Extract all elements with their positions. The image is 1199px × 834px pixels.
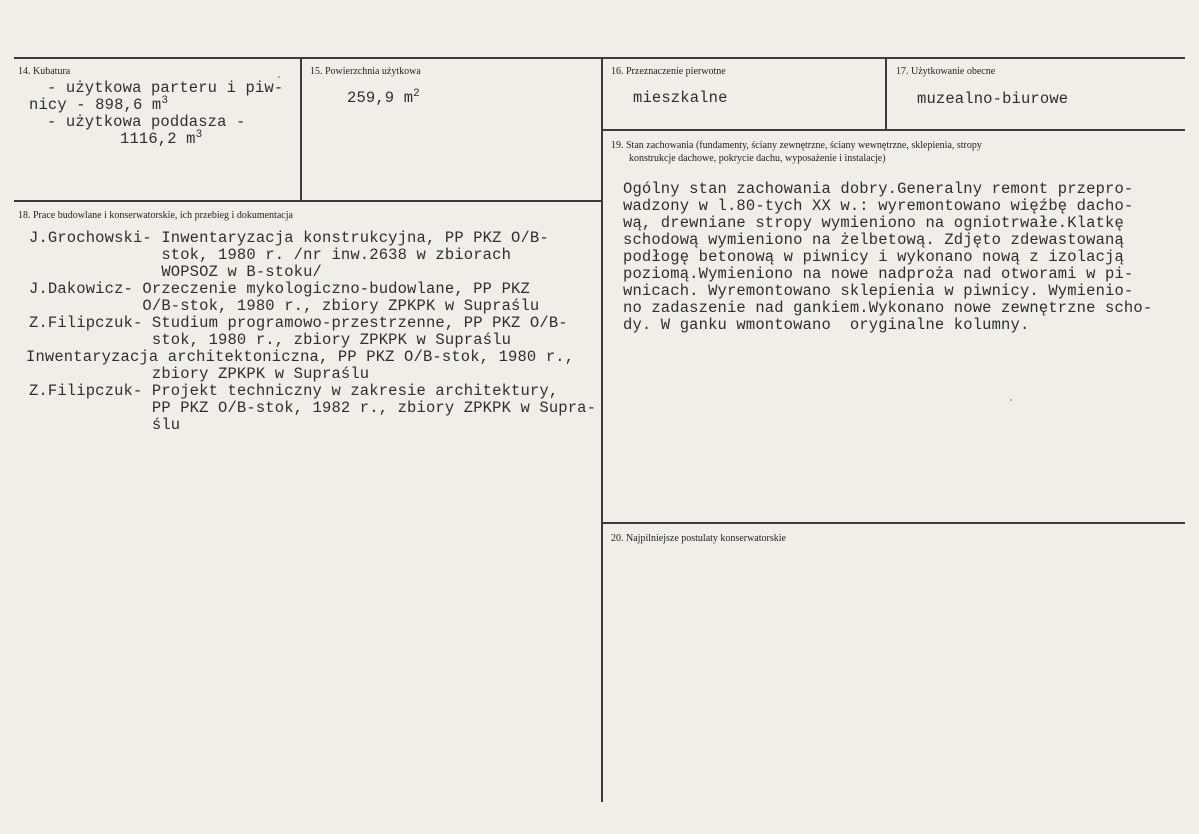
field-18-line: zbiory ZPKPK w Supraślu (29, 365, 370, 383)
field-14-line-1: - użytkowa parteru i piw- (47, 79, 284, 97)
field-15-value (347, 90, 420, 109)
speck (1010, 399, 1012, 401)
center-divider (601, 57, 603, 802)
field-18-line: WOPSOZ w B-stoku/ (29, 263, 322, 281)
field-14-line-4 (120, 131, 202, 150)
divider-16-17 (885, 57, 887, 131)
field-14-label: 14. Kubatura (18, 66, 71, 77)
field-14-line-2-text: nicy - 898,6 m (29, 96, 162, 114)
field-19-line: schodową wymieniono na żelbetową. Zdjęto zdewastowaną (623, 231, 1124, 249)
field-19-line: wadzony w l.80-tych XX w.: wyremontowano więźbę dacho- (623, 197, 1134, 215)
field-15-label: 15. Powierzchnia użytkowa (310, 66, 421, 77)
field-17-value: muzealno-biurowe (917, 90, 1069, 108)
field-18-line: J.Grochowski- Inwentaryzacja konstrukcyjna, PP PKZ O/B- (29, 229, 549, 247)
divider-14-15 (300, 57, 302, 202)
speck (278, 76, 280, 78)
field-19-line: dy. W ganku wmontowano oryginalne kolumny. (623, 316, 1030, 334)
field-19-line: wnicach. Wyremontowano sklepienia w piwnicy. Wymienio- (623, 282, 1134, 300)
field-16-value: mieszkalne (633, 89, 728, 107)
field-18-line: Z.Filipczuk- Projekt techniczny w zakresie architektury, (29, 382, 559, 400)
rule-below-16-17 (602, 129, 1185, 131)
field-19-line: podłogę betonową w piwnicy i wykonano nową z izolacją (623, 248, 1124, 266)
field-18-label: 18. Prace budowlane i konserwatorskie, ich przebieg i dokumentacja (18, 210, 293, 221)
field-17-label: 17. Użytkowanie obecne (896, 66, 996, 77)
field-18-line: O/B-stok, 1980 r., zbiory ZPKPK w Supraślu (29, 297, 540, 315)
field-19-line: no zadaszenie nad gankiem.Wykonano nowe zewnętrzne scho- (623, 299, 1153, 317)
field-20-label: 20. Najpilniejsze postulaty konserwatorskie (611, 533, 786, 544)
field-18-line: stok, 1980 r., zbiory ZPKPK w Supraślu (29, 331, 512, 349)
field-18-line: Z.Filipczuk- Studium programowo-przestrzenne, PP PKZ O/B- (29, 314, 568, 332)
rule-above-20 (602, 522, 1185, 524)
field-19-label-line-2: konstrukcje dachowe, pokrycie dachu, wyposażenie i instalacje) (629, 153, 886, 164)
field-19-line: poziomą.Wymieniono na nowe nadproża nad otworami w pi- (623, 265, 1134, 283)
field-14-line-3: - użytkowa poddasza - (47, 113, 246, 131)
rule-below-14-15 (14, 200, 602, 202)
field-18-line: PP PKZ O/B-stok, 1982 r., zbiory ZPKPK w Supra- (29, 399, 597, 417)
top-rule (14, 57, 1185, 59)
field-15-value-sup: 2 (413, 88, 420, 100)
field-14-line-4-sup: 3 (195, 129, 203, 141)
field-18-line: stok, 1980 r. /nr inw.2638 w zbiorach (29, 246, 512, 264)
field-16-label: 16. Przeznaczenie pierwotne (611, 66, 726, 77)
field-15-value-text: 259,9 m (347, 89, 414, 107)
field-19-line: wą, drewniane stropy wymieniono na ogniotrwałe.Klatkę (623, 214, 1124, 232)
field-14-line-4-text: 1116,2 m (120, 130, 196, 148)
field-19-label-line-1: 19. Stan zachowania (fundamenty, ściany zewnętrzne, ściany wewnętrzne, sklepienia, stropy (611, 140, 982, 151)
field-14-line-2-sup: 3 (161, 95, 169, 107)
field-18-line: Inwentaryzacja architektoniczna, PP PKZ O/B-stok, 1980 r., (26, 348, 575, 366)
field-19-line: Ogólny stan zachowania dobry.Generalny remont przepro- (623, 180, 1134, 198)
field-18-line: ślu (29, 416, 181, 434)
field-18-line: J.Dakowicz- Orzeczenie mykologiczno-budowlane, PP PKZ (29, 280, 530, 298)
